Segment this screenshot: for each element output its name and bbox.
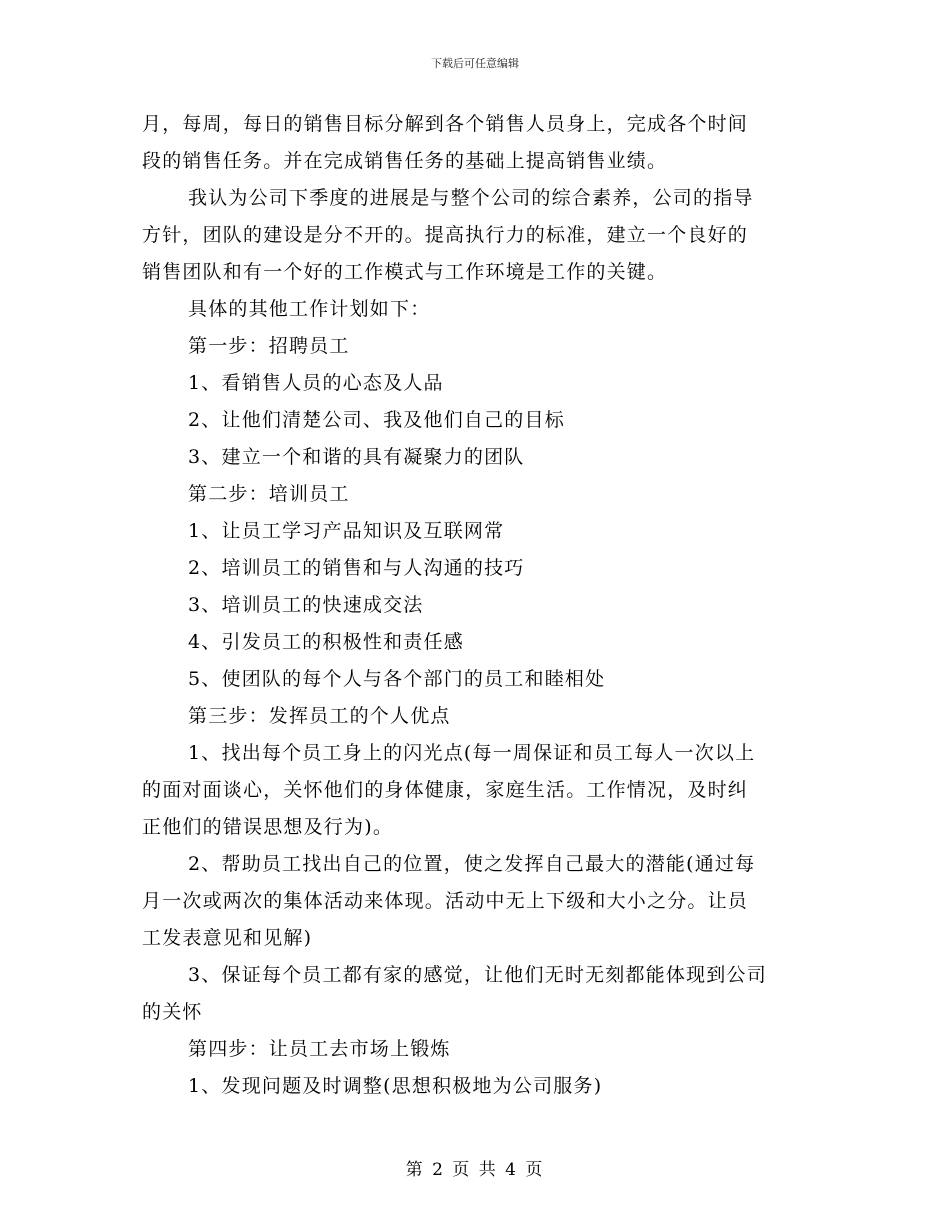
list-item: 1、看销售人员的心态及人品 <box>188 372 444 394</box>
list-item-continuation: 正他们的错误思想及行为)。 <box>142 816 394 838</box>
list-item: 1、找出每个员工身上的闪光点(每一周保证和员工每人一次以上 <box>188 742 756 764</box>
section-heading: 第二步：培训员工 <box>188 483 350 505</box>
list-item-continuation: 工发表意见和见解) <box>142 927 313 949</box>
section-heading: 第四步：让员工去市场上锻炼 <box>188 1038 451 1060</box>
list-item: 3、保证每个员工都有家的感觉，让他们无时无刻都能体现到公司 <box>188 964 767 986</box>
paragraph-line: 我认为公司下季度的进展是与整个公司的综合素养，公司的指导 <box>188 187 754 209</box>
list-item: 1、发现问题及时调整(思想积极地为公司服务) <box>188 1075 603 1097</box>
list-item-continuation: 的关怀 <box>142 1001 203 1023</box>
page-footer: 第 2 页 共 4 页 <box>405 1160 545 1180</box>
list-item: 1、让员工学习产品知识及互联网常 <box>188 520 505 542</box>
page-header: 下载后可任意编辑 <box>431 57 519 70</box>
document-body <box>142 106 812 1105</box>
paragraph-line: 具体的其他工作计划如下： <box>188 298 431 320</box>
list-item: 2、帮助员工找出自己的位置，使之发挥自己最大的潜能(通过每 <box>188 853 756 875</box>
list-item-continuation: 的面对面谈心，关怀他们的身体健康，家庭生活。工作情况，及时纠 <box>142 779 749 801</box>
list-item: 5、使团队的每个人与各个部门的员工和睦相处 <box>188 668 606 690</box>
section-heading: 第一步：招聘员工 <box>188 335 350 357</box>
paragraph-line: 月，每周，每日的销售目标分解到各个销售人员身上，完成各个时间 <box>142 113 749 135</box>
list-item: 3、培训员工的快速成交法 <box>188 594 424 616</box>
list-item: 2、培训员工的销售和与人沟通的技巧 <box>188 557 525 579</box>
paragraph-line: 销售团队和有一个好的工作模式与工作环境是工作的关键。 <box>142 261 668 283</box>
list-item-continuation: 月一次或两次的集体活动来体现。活动中无上下级和大小之分。让员 <box>142 890 749 912</box>
list-item: 2、让他们清楚公司、我及他们自己的目标 <box>188 409 565 431</box>
list-item: 3、建立一个和谐的具有凝聚力的团队 <box>188 446 525 468</box>
list-item: 4、引发员工的积极性和责任感 <box>188 631 464 653</box>
paragraph-line: 方针，团队的建设是分不开的。提高执行力的标准，建立一个良好的 <box>142 224 749 246</box>
section-heading: 第三步：发挥员工的个人优点 <box>188 705 451 727</box>
paragraph-line: 段的销售任务。并在完成销售任务的基础上提高销售业绩。 <box>142 150 668 172</box>
